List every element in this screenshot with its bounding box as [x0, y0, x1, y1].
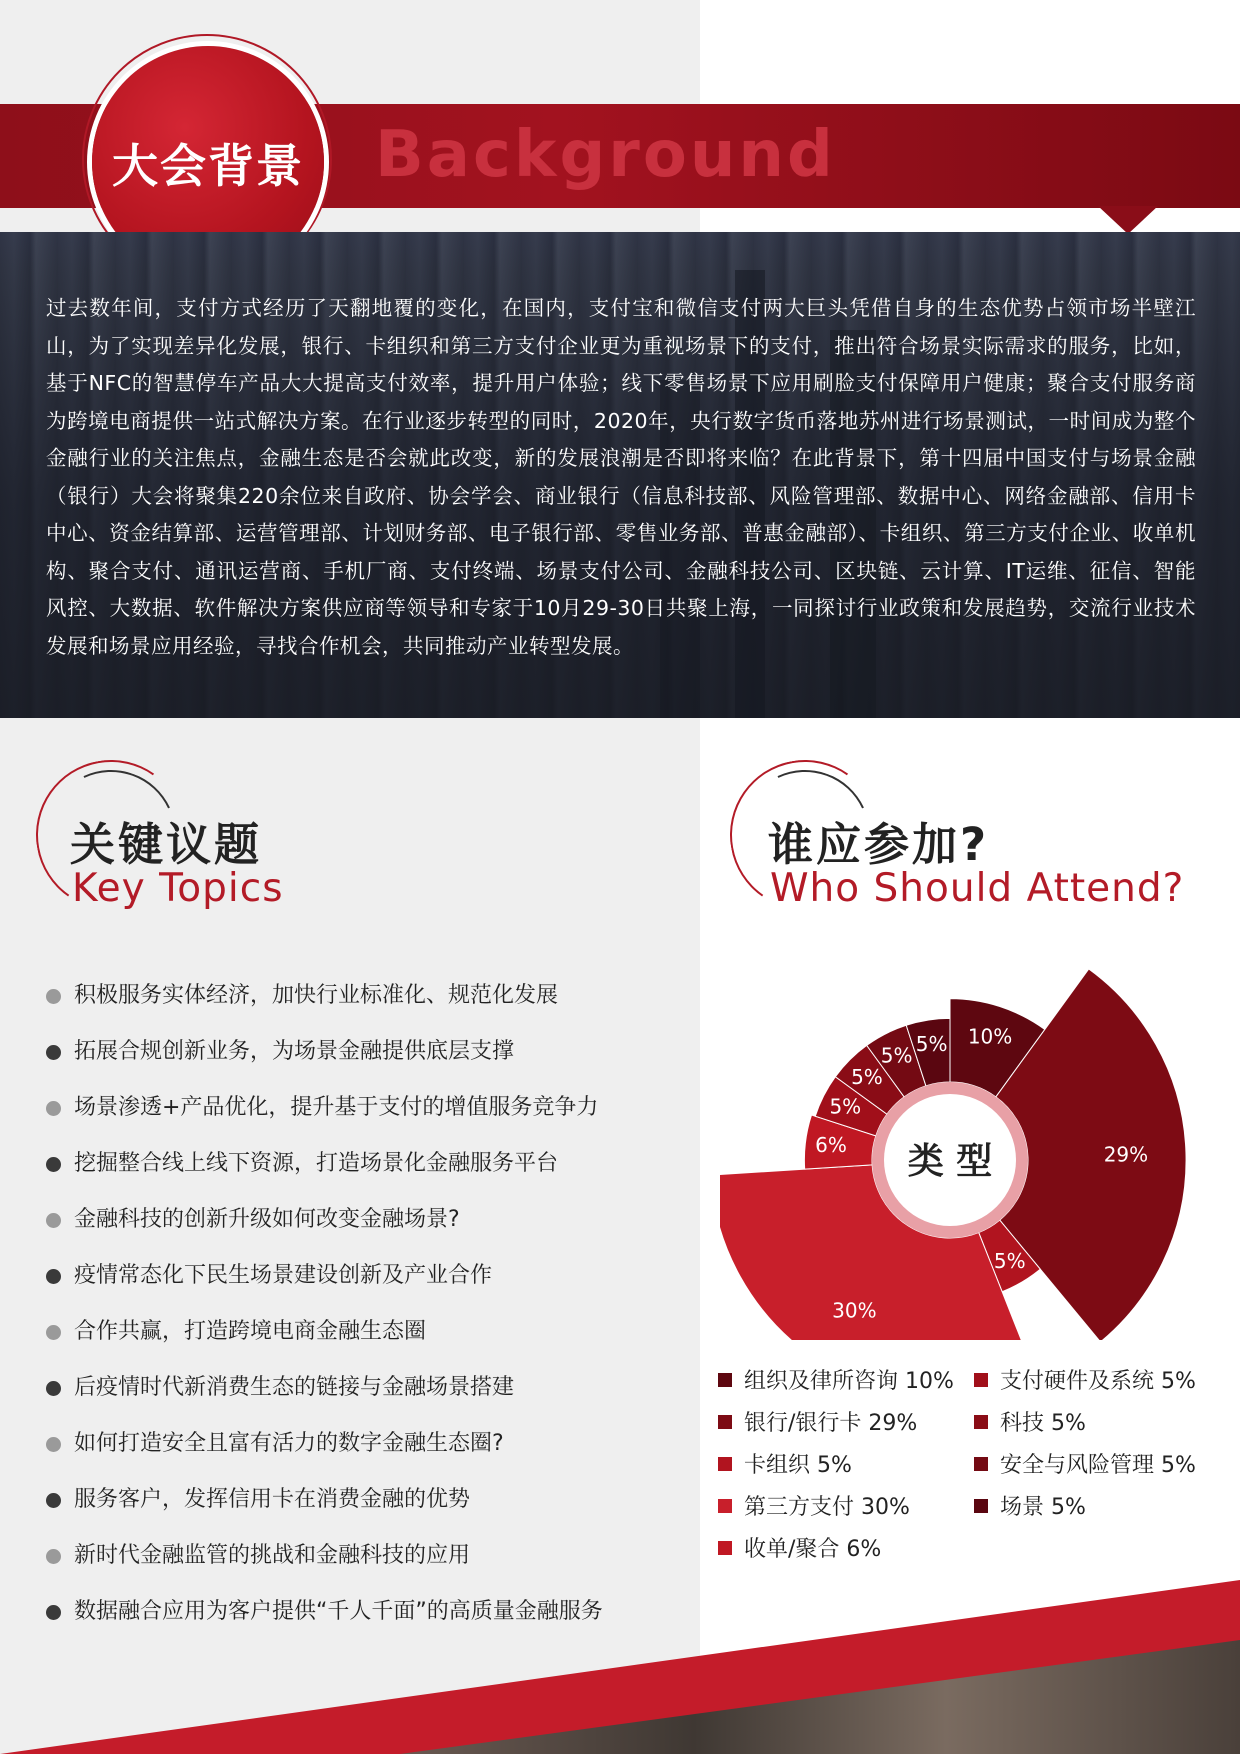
bullet-icon	[46, 989, 61, 1004]
legend-item: 支付硬件及系统 5%	[974, 1364, 1196, 1395]
bullet-icon	[46, 1381, 61, 1396]
background-title-en: Background	[375, 118, 836, 192]
attend-title-en: Who Should Attend?	[770, 866, 1185, 911]
topic-item: 场景渗透+产品优化，提升基于支付的增值服务竞争力	[46, 1086, 603, 1142]
donut-center-label: 类 型	[907, 1141, 993, 1182]
topics-list	[46, 974, 603, 1646]
slice-value-label: 5%	[880, 1043, 913, 1068]
bullet-icon	[46, 1101, 61, 1116]
legend-swatch	[974, 1373, 988, 1387]
topic-item: 积极服务实体经济，加快行业标准化、规范化发展	[46, 974, 603, 1030]
slice-value-label: 5%	[851, 1064, 883, 1089]
banner-notch	[1098, 206, 1158, 234]
bullet-icon	[46, 1213, 61, 1228]
bullet-icon	[46, 1157, 61, 1172]
legend-swatch	[718, 1541, 732, 1555]
legend-item: 场景 5%	[974, 1490, 1086, 1521]
legend-item: 组织及律所咨询 10%	[718, 1364, 954, 1395]
topic-item: 合作共赢，打造跨境电商金融生态圈	[46, 1310, 603, 1366]
legend-swatch	[718, 1457, 732, 1471]
legend-swatch	[974, 1499, 988, 1513]
bullet-icon	[46, 1045, 61, 1060]
legend-item: 卡组织 5%	[718, 1448, 852, 1479]
legend-item: 安全与风险管理 5%	[974, 1448, 1196, 1479]
bullet-icon	[46, 1549, 61, 1564]
topic-item: 新时代金融监管的挑战和金融科技的应用	[46, 1534, 603, 1590]
legend-swatch	[718, 1499, 732, 1513]
legend-item: 银行/银行卡 29%	[718, 1406, 917, 1437]
background-title-zh: 大会背景	[112, 139, 304, 193]
topic-item: 数据融合应用为客户提供“千人千面”的高质量金融服务	[46, 1590, 603, 1646]
legend-swatch	[718, 1415, 732, 1429]
slice-value-label: 30%	[832, 1298, 877, 1323]
topic-item: 服务客户，发挥信用卡在消费金融的优势	[46, 1478, 603, 1534]
topic-item: 疫情常态化下民生场景建设创新及产业合作	[46, 1254, 603, 1310]
slice-value-label: 10%	[967, 1024, 1013, 1049]
legend-item: 科技 5%	[974, 1406, 1086, 1437]
legend-item: 第三方支付 30%	[718, 1490, 910, 1521]
slice-value-label: 5%	[915, 1031, 948, 1056]
topic-item: 金融科技的创新升级如何改变金融场景?	[46, 1198, 603, 1254]
slice-value-label: 29%	[1103, 1142, 1149, 1167]
legend-swatch	[974, 1457, 988, 1471]
bullet-icon	[46, 1437, 61, 1452]
legend-swatch	[718, 1373, 732, 1387]
topic-item: 拓展合规创新业务，为场景金融提供底层支撑	[46, 1030, 603, 1086]
topic-item: 挖掘整合线上线下资源，打造场景化金融服务平台	[46, 1142, 603, 1198]
slice-value-label: 6%	[815, 1132, 847, 1157]
bottom-decoration	[0, 1580, 1240, 1754]
topic-item: 如何打造安全且富有活力的数字金融生态圈?	[46, 1422, 603, 1478]
slice-value-label: 5%	[993, 1249, 1026, 1274]
topic-item: 后疫情时代新消费生态的链接与金融场景搭建	[46, 1366, 603, 1422]
legend-item: 收单/聚合 6%	[718, 1532, 881, 1563]
bullet-icon	[46, 1269, 61, 1284]
attend-title-zh: 谁应参加?	[768, 818, 990, 871]
bullet-icon	[46, 1325, 61, 1340]
slice-value-label: 5%	[829, 1094, 862, 1119]
key-topics-title-zh: 关键议题	[70, 818, 263, 871]
attendee-type-donut-chart	[720, 930, 1190, 1340]
key-topics-title-en: Key Topics	[72, 866, 284, 911]
intro-paragraph: 过去数年间，支付方式经历了天翻地覆的变化，在国内，支付宝和微信支付两大巨头凭借自身的生态优势占领市场半壁江山，为了实现差异化发展，银行、卡组织和第三方支付企业更为重视场景下的支付，推出符合场景实际需求的服务，比如，基于NFC的智慧停车产品大大提高支付效率，提升用户体验；线下零售场景下应用刷脸支付保障用户健康；聚合支付服务商为跨境电商提供一站式解决方案。在行业逐步转型的同时，2020年，央行数字货币落地苏州进行场景测试，一时间成为整个金融行业的关注焦点，金融生态是否会就此改变，新的发展浪潮是否即将来临？在此背景下，第十四届中国支付与场景金融（银行）大会将聚集220余位来自政府、协会学会、商业银行（信息科技部、风险管理部、数据中心、网络金融部、信用卡中心、资金结算部、运营管理部、计划财务部、电子银行部、零售业务部、普惠金融部）、卡组织、第三方支付企业、收单机构、聚合支付、通讯运营商、手机厂商、支付终端、场景支付公司、金融科技公司、区块链、云计算、IT运维、征信、智能风控、大数据、软件解决方案供应商等领导和专家于10月29-30日共聚上海，一同探讨行业政策和发展趋势，交流行业技术发展和场景应用经验，寻找合作机会，共同推动产业转型发展。	[46, 296, 1196, 658]
legend-swatch	[974, 1415, 988, 1429]
bullet-icon	[46, 1493, 61, 1508]
